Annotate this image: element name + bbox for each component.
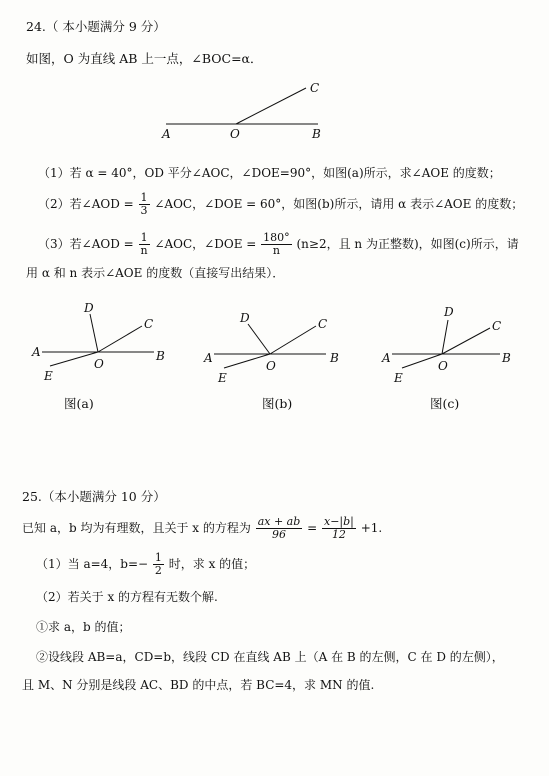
svg-text:C: C xyxy=(144,317,154,331)
top-figure xyxy=(160,80,340,140)
q25-part2-2-cont: 且 M、N 分别是线段 AC、BD 的中点，若 BC=4，求 MN 的值. xyxy=(22,678,375,692)
q25-part2-2: ②设线段 AB=a，CD=b，线段 CD 在直线 AB 上（A 在 B 的左侧，C 在 D 的左侧）， xyxy=(36,650,504,664)
q24-part1: （1）若 α = 40°，OD 平分∠AOC，∠DOE=90°，如图(a)所示，求∠AOE 的度数； xyxy=(38,166,501,180)
fraction-one-third: $\frac{1}{3}$ xyxy=(140,191,148,217)
fraction-x-b-12: $\frac{x-|b|}{12}$ xyxy=(324,515,354,541)
svg-text:E: E xyxy=(44,369,53,383)
q24-part3-cont: 用 α 和 n 表示∠AOE 的度数（直接写出结果）． xyxy=(26,266,285,280)
svg-text:B: B xyxy=(330,351,339,365)
fraction-one-half: $\frac{1}{2}$ xyxy=(154,551,162,577)
fraction-180-over-n: $\frac{180^\circ}{n}$ xyxy=(263,231,290,257)
svg-text:B: B xyxy=(156,349,165,363)
fraction-ax-ab-96: $\frac{ax + ab}{96}$ xyxy=(257,515,301,541)
label-C: C xyxy=(310,81,320,95)
svg-text:A: A xyxy=(204,351,213,365)
svg-text:D: D xyxy=(444,305,454,319)
svg-text:E: E xyxy=(394,371,403,385)
svg-text:D: D xyxy=(84,301,94,315)
svg-text:C: C xyxy=(318,317,328,331)
q25-part1: （1）当 a=4，b=− $\frac{1}{2}$ 时，求 x 的值； xyxy=(36,551,256,577)
svg-text:C: C xyxy=(492,319,502,333)
svg-text:A: A xyxy=(382,351,391,365)
fraction-one-over-n: $\frac{1}{n}$ xyxy=(140,231,148,257)
svg-text:O: O xyxy=(438,359,448,373)
svg-text:A: A xyxy=(32,345,41,359)
label-A: A xyxy=(162,127,171,141)
q25-part2-1: ①求 a，b 的值； xyxy=(36,620,131,634)
caption-a: 图(a) xyxy=(64,396,94,411)
svg-text:O: O xyxy=(266,359,276,373)
q24-part3: （3）若∠AOD = $\frac{1}{n}$ ∠AOC，∠DOE = $\frac{180^\circ}{n}$ (n≥2，且 n 为正整数)，如图(c)所示，请 xyxy=(38,231,519,257)
q24-part2: （2）若∠AOD = $\frac{1}{3}$ ∠AOC，∠DOE = 60°，如图(b)所示，请用 α 表示∠AOE 的度数； xyxy=(38,191,524,217)
q24-header: 24.（ 本小题满分 9 分） xyxy=(26,19,166,34)
q25-header: 25.（本小题满分 10 分） xyxy=(22,489,166,504)
q25-part2: （2）若关于 x 的方程有无数个解. xyxy=(36,590,218,604)
caption-b: 图(b) xyxy=(262,396,293,411)
q25-intro: 已知 a，b 均为有理数，且关于 x 的方程为 $\frac{ax + ab}{96}$ = $\frac{x-|b|}{12}$ +1. xyxy=(22,515,383,541)
caption-c: 图(c) xyxy=(430,396,460,411)
figure-a xyxy=(30,300,180,390)
svg-text:E: E xyxy=(218,371,227,385)
svg-text:O: O xyxy=(94,357,104,371)
q24-intro: 如图，O 为直线 AB 上一点，∠BOC=α． xyxy=(26,51,263,66)
figure-b xyxy=(200,300,350,390)
label-B: B xyxy=(312,127,321,141)
svg-text:D: D xyxy=(240,311,250,325)
label-O: O xyxy=(230,127,240,141)
figure-c xyxy=(378,300,528,390)
svg-text:B: B xyxy=(502,351,511,365)
